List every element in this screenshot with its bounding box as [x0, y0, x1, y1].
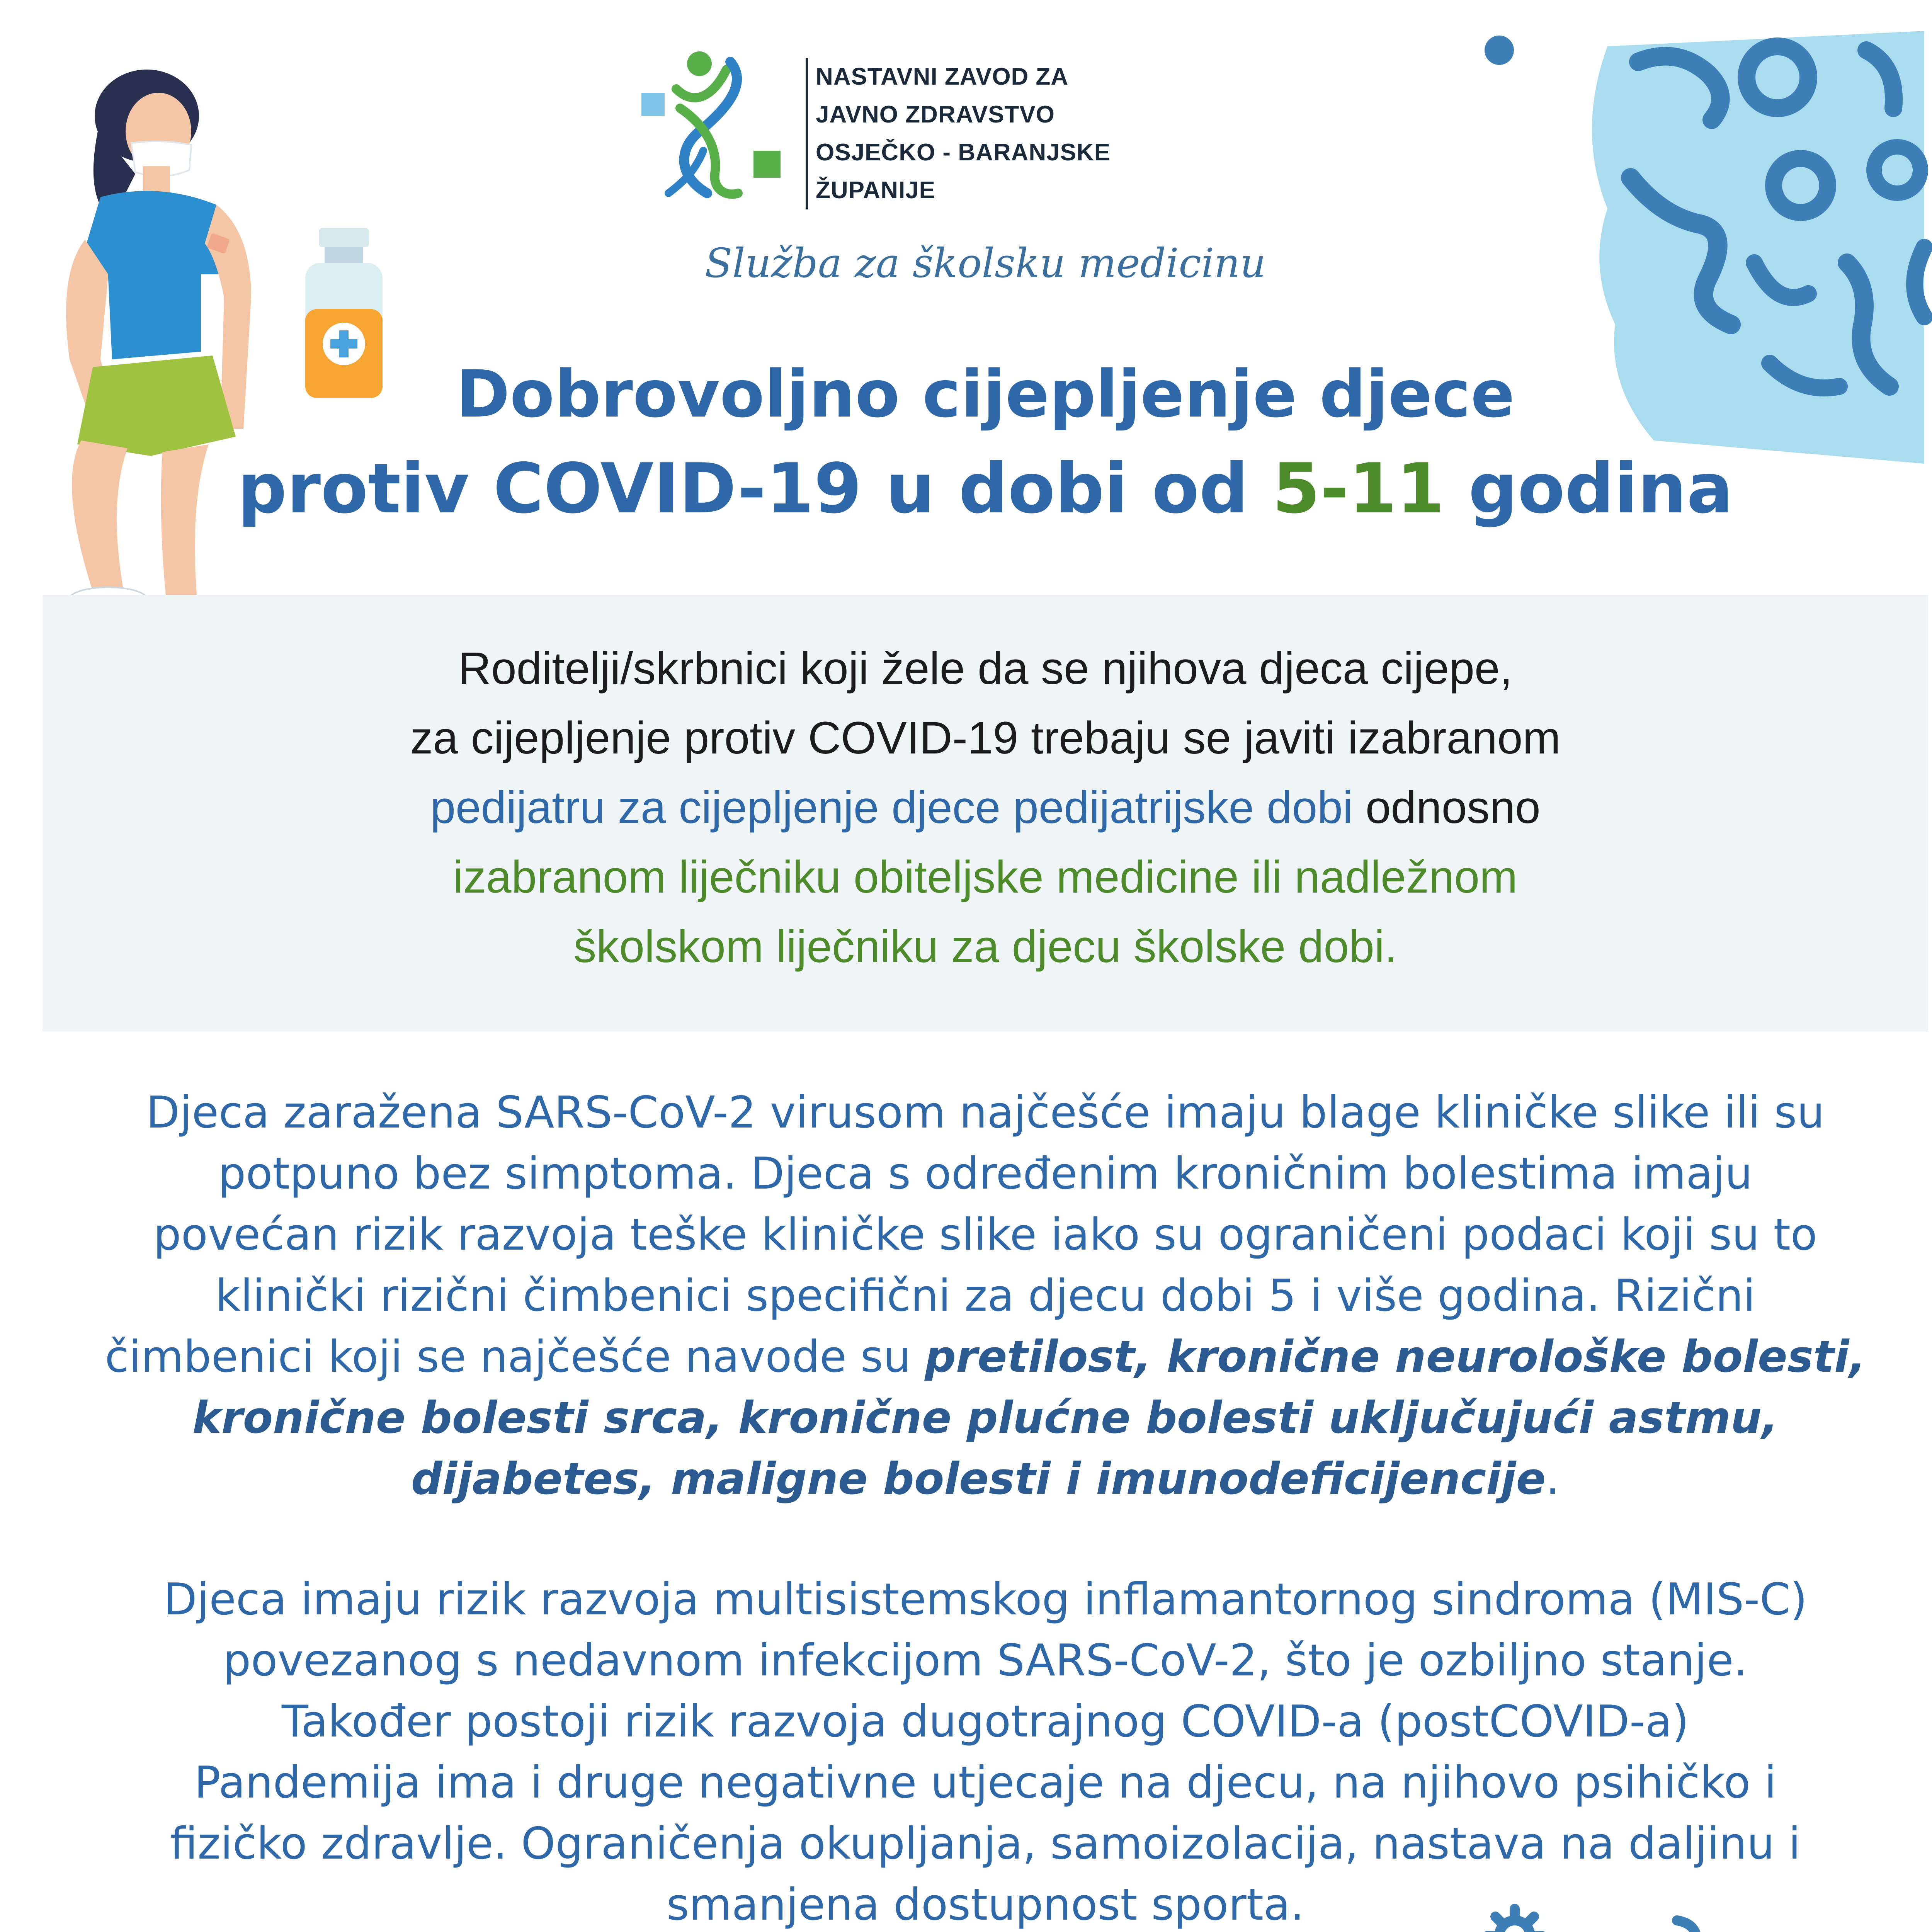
risk-factors-text: dijabetes, maligne bolesti i imunodeficijencije	[411, 1453, 1546, 1504]
vaccine-vial-icon	[298, 220, 390, 406]
title-text: protiv COVID-19 u dobi od	[237, 449, 1272, 529]
paragraph-line: smanjena dostupnost sporta.	[666, 1879, 1304, 1930]
age-range: 5-11	[1272, 449, 1445, 529]
risk-factors-text: pretilost, kronične neurološke bolesti,	[925, 1331, 1866, 1382]
org-line: ŽUPANIJE	[816, 177, 936, 204]
paragraph-line: potpuno bez simptoma. Djeca s određenim kroničnim bolestima imaju	[218, 1148, 1753, 1199]
paragraph-line: fizičko zdravlje. Ograničenja okupljanja, samoizolacija, nastava na daljinu i	[170, 1818, 1801, 1869]
paragraph-line: klinički rizični čimbenici specifični za djecu dobi 5 i više godina. Rizični	[215, 1270, 1755, 1321]
pediatrician-text: pedijatru za cijepljenje djece pedijatrijske dobi	[430, 782, 1353, 833]
virus-icon-large	[1461, 15, 1932, 479]
org-line: OSJEČKO - BARANJSKE	[816, 139, 1111, 166]
intro-line: izabranom liječniku obiteljske medicine ili nadležnom	[453, 852, 1518, 903]
paragraph-line: Djeca imaju rizik razvoja multisistemskog inflamantornog sindroma (MIS-C)	[163, 1574, 1808, 1625]
paragraph-line	[43, 1326, 1928, 1387]
paragraph-line: povezanog s nedavnom infekcijom SARS-CoV-2, što je ozbiljno stanje.	[223, 1635, 1748, 1686]
risk-paragraph	[43, 1082, 1928, 1509]
paragraph-line: Također postoji rizik razvoja dugotrajnog COVID-a (postCOVID-a)	[281, 1696, 1689, 1747]
paragraph-line: Djeca zaražena SARS-CoV-2 virusom najčešće imaju blage kliničke slike ili su	[146, 1087, 1825, 1138]
intro-line: za cijepljenje protiv COVID-19 trebaju se javiti izabranom	[410, 713, 1561, 764]
intro-text-span: odnosno	[1353, 782, 1541, 833]
paragraph-line: Pandemija ima i druge negativne utjecaje na djecu, na njihovo psihičko i	[194, 1757, 1777, 1808]
title-line-1: Dobrovoljno cijepljenje djece	[456, 356, 1515, 432]
org-line: JAVNO ZDRAVSTVO	[816, 101, 1055, 128]
risk-factors-text: kronične bolesti srca, kronične plućne bolesti uključujući astmu,	[192, 1392, 1779, 1443]
intro-line	[43, 773, 1928, 842]
mis-c-paragraph	[43, 1569, 1928, 1932]
virus-icon-small	[1468, 1901, 1719, 1932]
woman-illustration	[35, 58, 267, 626]
paragraph-line: povećan rizik razvoja teške kliničke slike iako su ograničeni podaci koji su to	[153, 1209, 1818, 1260]
title-text: godina	[1444, 449, 1733, 529]
intro-text	[43, 634, 1928, 981]
organization-name	[806, 58, 1111, 209]
logo-icon	[634, 46, 811, 209]
org-line: NASTAVNI ZAVOD ZA	[816, 63, 1069, 90]
paragraph-text: .	[1546, 1453, 1560, 1504]
intro-line: školskom liječniku za djecu školske dobi.	[573, 921, 1397, 972]
paragraph-text: čimbenici koji se najčešće navode su	[105, 1331, 925, 1382]
intro-line: Roditelji/skrbnici koji žele da se njihova djeca cijepe,	[458, 643, 1513, 694]
paragraph-line	[43, 1448, 1928, 1509]
service-name: Služba za školsku medicinu	[705, 240, 1266, 287]
